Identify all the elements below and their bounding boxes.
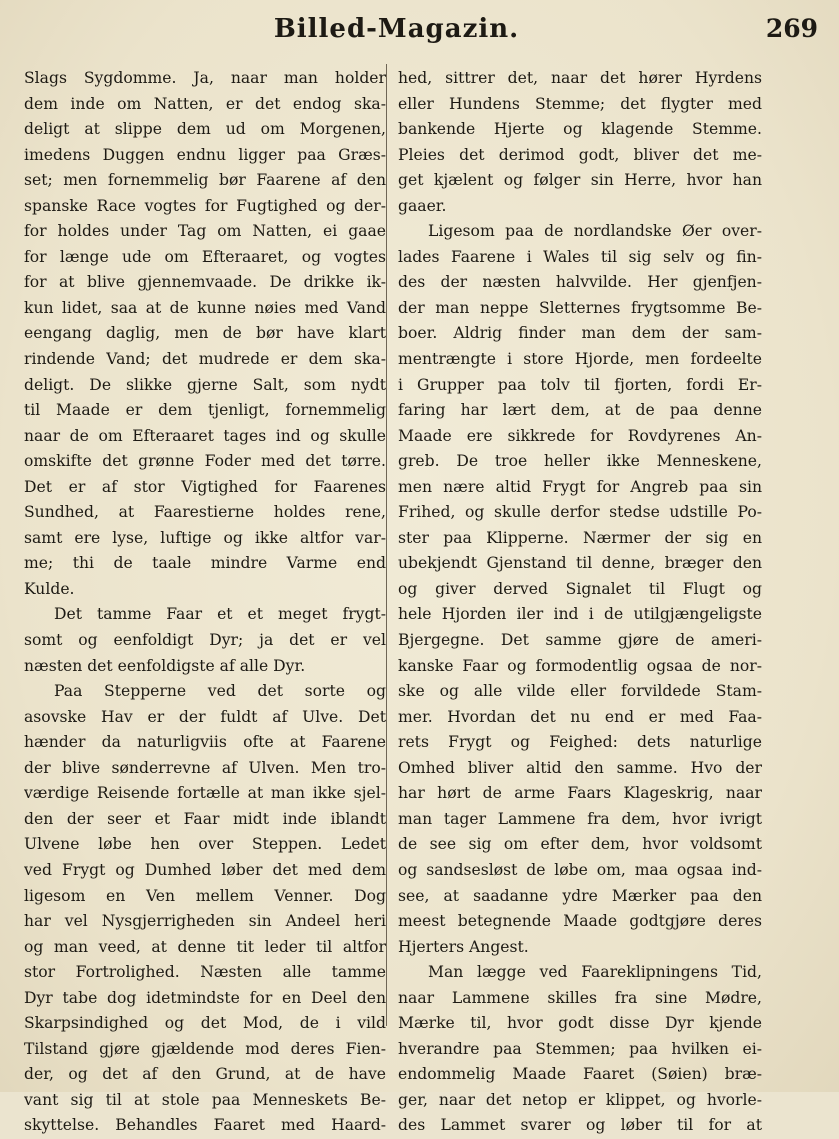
text-line: Omhed bliver altid den samme. Hvo der xyxy=(398,758,762,777)
text-line: des der næsten halvvilde. Her gjenfjen- xyxy=(398,273,762,292)
text-line: faring har lært dem, at de paa denne xyxy=(398,401,762,420)
text-line: meest betegnende Maade godtgjøre deres xyxy=(398,912,762,931)
text-line: hele Hjorden iler ind i de utilgjængeligste xyxy=(398,605,762,624)
text-line: rets Frygt og Feighed: dets naturlige xyxy=(398,733,762,752)
text-line: værdige Reisende fortælle at man ikke sjel- xyxy=(24,784,386,803)
text-line: Slags Sygdomme. Ja, naar man holder xyxy=(24,69,386,87)
text-line: Tilstand gjøre gjældende mod deres Fien- xyxy=(24,1039,386,1058)
text-line: Hjerters Angest. xyxy=(398,937,529,956)
text-line: vant sig til at stole paa Menneskets Be- xyxy=(24,1090,386,1109)
text-line: rindende Vand; det mudrede er dem ska- xyxy=(24,350,386,369)
text-line: hed, sittrer det, naar det hører Hyrdens xyxy=(398,69,762,87)
left-text-column xyxy=(24,66,386,1139)
text-line: me; thi de taale mindre Varme end xyxy=(24,554,386,573)
text-line: der blive sønderrevne af Ulven. Men tro- xyxy=(24,758,386,777)
text-line: see, at saadanne ydre Mærker paa den xyxy=(398,886,762,905)
text-line: for længe ude om Efteraaret, og vogtes xyxy=(24,247,386,266)
text-line: Det er af stor Vigtighed for Faarenes xyxy=(24,477,386,496)
text-line: omskifte det grønne Foder med det tørre. xyxy=(24,452,386,471)
text-line: mentrængte i store Hjorde, men fordeelte xyxy=(398,350,762,369)
text-line: man tager Lammene fra dem, hvor ivrigt xyxy=(398,809,762,828)
text-line: Sundhed, at Faarestierne holdes rene, xyxy=(24,503,386,522)
text-line: greb. De troe heller ikke Menneskene, xyxy=(398,452,762,471)
text-line: den der seer et Faar midt inde iblandt xyxy=(24,809,386,828)
text-line: Det tamme Faar et et meget frygt- xyxy=(54,605,386,624)
text-line: for at blive gjennemvaade. De drikke ik- xyxy=(24,273,386,292)
text-line: hænder da naturligviis ofte at Faarene xyxy=(24,733,386,752)
text-line: ger, naar det netop er klippet, og hvorle- xyxy=(398,1090,762,1109)
text-line: boer. Aldrig finder man dem der sam- xyxy=(398,324,762,343)
text-line: for holdes under Tag om Natten, ei gaae xyxy=(24,222,386,241)
text-line: næsten det eenfoldigste af alle Dyr. xyxy=(24,656,306,675)
text-line: stor Fortrolighed. Næsten alle tamme xyxy=(24,963,386,982)
text-line: Skarpsindighed og det Mod, de i vild xyxy=(24,1014,386,1033)
text-line: des Lammet svarer og løber til for at xyxy=(398,1116,762,1135)
column-divider xyxy=(386,64,387,1026)
text-line: Kulde. xyxy=(24,579,75,598)
text-line: Frihed, og skulle derfor stedse udstille Po- xyxy=(398,503,762,522)
text-line: Man lægge ved Faareklipningens Tid, xyxy=(428,963,762,982)
text-line: get kjælent og følger sin Herre, hvor han xyxy=(398,171,762,190)
text-line: skyttelse. Behandles Faaret med Haard- xyxy=(24,1116,386,1135)
text-line: til Maade er dem tjenligt, fornemmelig xyxy=(24,401,386,420)
text-line: spanske Race vogtes for Fugtighed og der- xyxy=(24,196,386,215)
text-line: og man veed, at denne tit leder til altfor xyxy=(24,937,386,956)
text-line: naar Lammene skilles fra sine Mødre, xyxy=(398,988,762,1007)
text-line: Bjergegne. Det samme gjøre de ameri- xyxy=(398,631,762,650)
text-line: dem inde om Natten, er det endog ska- xyxy=(24,94,386,113)
text-line: men nære altid Frygt for Angreb paa sin xyxy=(398,477,762,496)
text-line: Mærke til, hvor godt disse Dyr kjende xyxy=(398,1014,762,1033)
text-line: bankende Hjerte og klagende Stemme. xyxy=(398,120,762,139)
text-line: deligt. De slikke gjerne Salt, som nydt xyxy=(24,375,386,394)
text-line: asovske Hav er der fuldt af Ulve. Det xyxy=(24,707,386,726)
text-line: ubekjendt Gjenstand til denne, bræger den xyxy=(398,554,762,573)
text-line: Ulvene løbe hen over Steppen. Ledet xyxy=(24,835,386,854)
text-line: lades Faarene i Wales til sig selv og fin- xyxy=(398,247,762,266)
text-line: samt ere lyse, luftige og ikke altfor var- xyxy=(24,528,386,547)
page-number: 269 xyxy=(765,14,818,43)
text-line: kun lidet, saa at de kunne nøies med Vand xyxy=(24,298,386,317)
text-line: ligesom en Ven mellem Venner. Dog xyxy=(24,886,386,905)
page-header xyxy=(30,14,818,58)
text-line: gaaer. xyxy=(398,196,447,215)
text-line: Pleies det derimod godt, bliver det me- xyxy=(398,145,762,164)
text-line: de see sig om efter dem, hvor voldsomt xyxy=(398,835,762,854)
text-line: set; men fornemmelig bør Faarene af den xyxy=(24,171,386,190)
text-line: eengang daglig, men de bør have klart xyxy=(24,324,386,343)
text-line: eller Hundens Stemme; det flygter med xyxy=(398,94,762,113)
text-line: har hørt de arme Faars Klageskrig, naar xyxy=(398,784,762,803)
text-line: har vel Nysgjerrigheden sin Andeel heri xyxy=(24,912,386,931)
text-line: mer. Hvordan det nu end er med Faa- xyxy=(398,707,762,726)
text-line: hverandre paa Stemmen; paa hvilken ei- xyxy=(398,1039,762,1058)
text-line: Maade ere sikkrede for Rovdyrenes An- xyxy=(398,426,762,445)
text-line: der man neppe Sletternes frygtsomme Be- xyxy=(398,298,762,317)
text-line: og sandsesløst de løbe om, maa ogsaa ind- xyxy=(398,860,762,879)
text-line: Ligesom paa de nordlandske Øer over- xyxy=(428,222,762,241)
text-line: kanske Faar og formodentlig ogsaa de nor- xyxy=(398,656,762,675)
text-line: i Grupper paa tolv til fjorten, fordi Er- xyxy=(398,375,762,394)
text-line: Dyr tabe dog idetmindste for en Deel den xyxy=(24,988,386,1007)
right-text-column xyxy=(398,66,762,1139)
text-line: somt og eenfoldigt Dyr; ja det er vel xyxy=(24,631,386,650)
text-line: ster paa Klipperne. Nærmer der sig en xyxy=(398,528,762,547)
text-line: naar de om Efteraaret tages ind og skulle xyxy=(24,426,386,445)
text-line: deligt at slippe dem ud om Morgenen, xyxy=(24,120,386,139)
text-line: og giver derved Signalet til Flugt og xyxy=(398,579,762,598)
text-line: ved Frygt og Dumhed løber det med dem xyxy=(24,860,386,879)
text-line: Paa Stepperne ved det sorte og xyxy=(54,682,386,701)
running-title: Billed-Magazin. xyxy=(273,14,520,44)
text-line: imedens Duggen endnu ligger paa Græs- xyxy=(24,145,386,164)
text-line: ske og alle vilde eller forvildede Stam- xyxy=(398,682,762,701)
text-line: der, og det af den Grund, at de have xyxy=(24,1065,386,1084)
text-line: endommelig Maade Faaret (Søien) bræ- xyxy=(398,1065,762,1084)
